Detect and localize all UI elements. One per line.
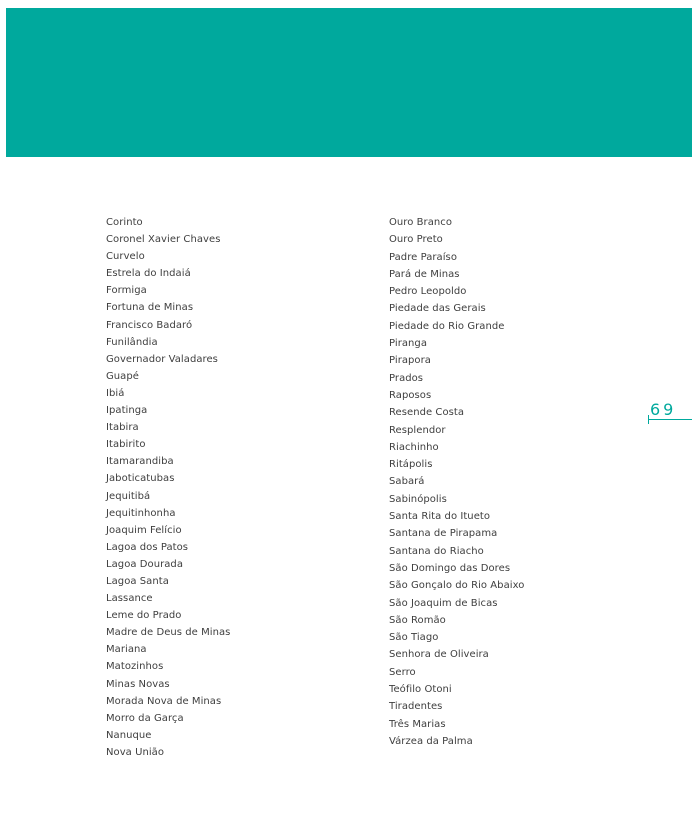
list-item: Fortuna de Minas (106, 302, 194, 314)
list-item: Piedade do Rio Grande (389, 320, 505, 332)
list-item: São Joaquim de Bicas (389, 597, 498, 609)
list-item: Joaquim Felício (106, 524, 182, 536)
list-item: Raposos (389, 389, 432, 401)
list-item: São Romão (389, 614, 446, 626)
list-item: Serro (389, 666, 416, 678)
list-item: Várzea da Palma (389, 735, 473, 747)
list-item: Senhora de Oliveira (389, 649, 489, 661)
list-item: Lassance (106, 593, 153, 605)
list-item: Piedade das Gerais (389, 303, 486, 315)
list-item: Ouro Preto (389, 234, 443, 246)
list-item: Lagoa dos Patos (106, 541, 189, 553)
list-item: Prados (389, 372, 424, 384)
list-item: Jequitibá (106, 490, 151, 502)
list-item: São Tiago (389, 632, 439, 644)
list-item: Três Marias (389, 718, 446, 730)
list-item: Leme do Prado (106, 610, 182, 622)
list-item: Morro da Garça (106, 712, 184, 724)
list-item: Pirapora (389, 355, 431, 367)
list-item: Lagoa Dourada (106, 558, 183, 570)
list-item: São Domingo das Dores (389, 562, 511, 574)
list-item: Ouro Branco (389, 217, 453, 228)
page-number-rule (648, 419, 692, 420)
list-item: São Gonçalo do Rio Abaixo (389, 580, 525, 592)
list-item: Pará de Minas (389, 268, 460, 280)
list-item: Itamarandiba (106, 456, 174, 468)
list-item: Teófilo Otoni (389, 684, 452, 696)
list-item: Sabará (389, 476, 425, 488)
list-item: Estrela do Indaiá (106, 268, 191, 280)
list-item: Madre de Deus de Minas (106, 627, 231, 639)
list-item: Francisco Badaró (106, 319, 193, 331)
list-item: Curvelo (106, 251, 145, 263)
municipality-list-right (389, 214, 629, 750)
list-item: Resplendor (389, 424, 446, 436)
list-item: Pedro Leopoldo (389, 286, 467, 298)
list-item: Santana do Riacho (389, 545, 484, 557)
list-item: Guapé (106, 370, 139, 382)
list-item: Jaboticatubas (106, 473, 175, 485)
list-item: Riachinho (389, 441, 439, 453)
list-item: Santa Rita do Itueto (389, 511, 491, 523)
list-item: Formiga (106, 285, 147, 297)
list-item: Jequitinhonha (106, 507, 176, 519)
list-item: Tiradentes (389, 701, 443, 713)
list-item: Lagoa Santa (106, 575, 169, 587)
list-item: Piranga (389, 338, 427, 350)
list-item: Itabira (106, 422, 139, 434)
header-band (6, 8, 692, 157)
list-item: Matozinhos (106, 661, 164, 673)
list-item: Mariana (106, 644, 147, 656)
list-item: Nanuque (106, 729, 152, 741)
list-item: Resende Costa (389, 407, 465, 419)
list-item: Padre Paraíso (389, 251, 457, 263)
list-item: Ipatinga (106, 405, 148, 417)
list-item: Ritápolis (389, 459, 433, 471)
list-item: Santana de Pirapama (389, 528, 498, 540)
page-number: 69 (650, 400, 677, 419)
list-item: Governador Valadares (106, 353, 218, 365)
list-item: Funilândia (106, 336, 158, 348)
municipality-list-left (106, 214, 336, 761)
page-number-tick (648, 415, 649, 424)
list-item: Sabinópolis (389, 493, 447, 505)
list-item: Itabirito (106, 439, 146, 451)
list-item: Ibiá (106, 387, 125, 399)
list-item: Corinto (106, 217, 143, 228)
list-item: Nova União (106, 746, 165, 758)
list-item: Morada Nova de Minas (106, 695, 222, 707)
list-item: Coronel Xavier Chaves (106, 234, 221, 246)
list-item: Minas Novas (106, 678, 170, 690)
